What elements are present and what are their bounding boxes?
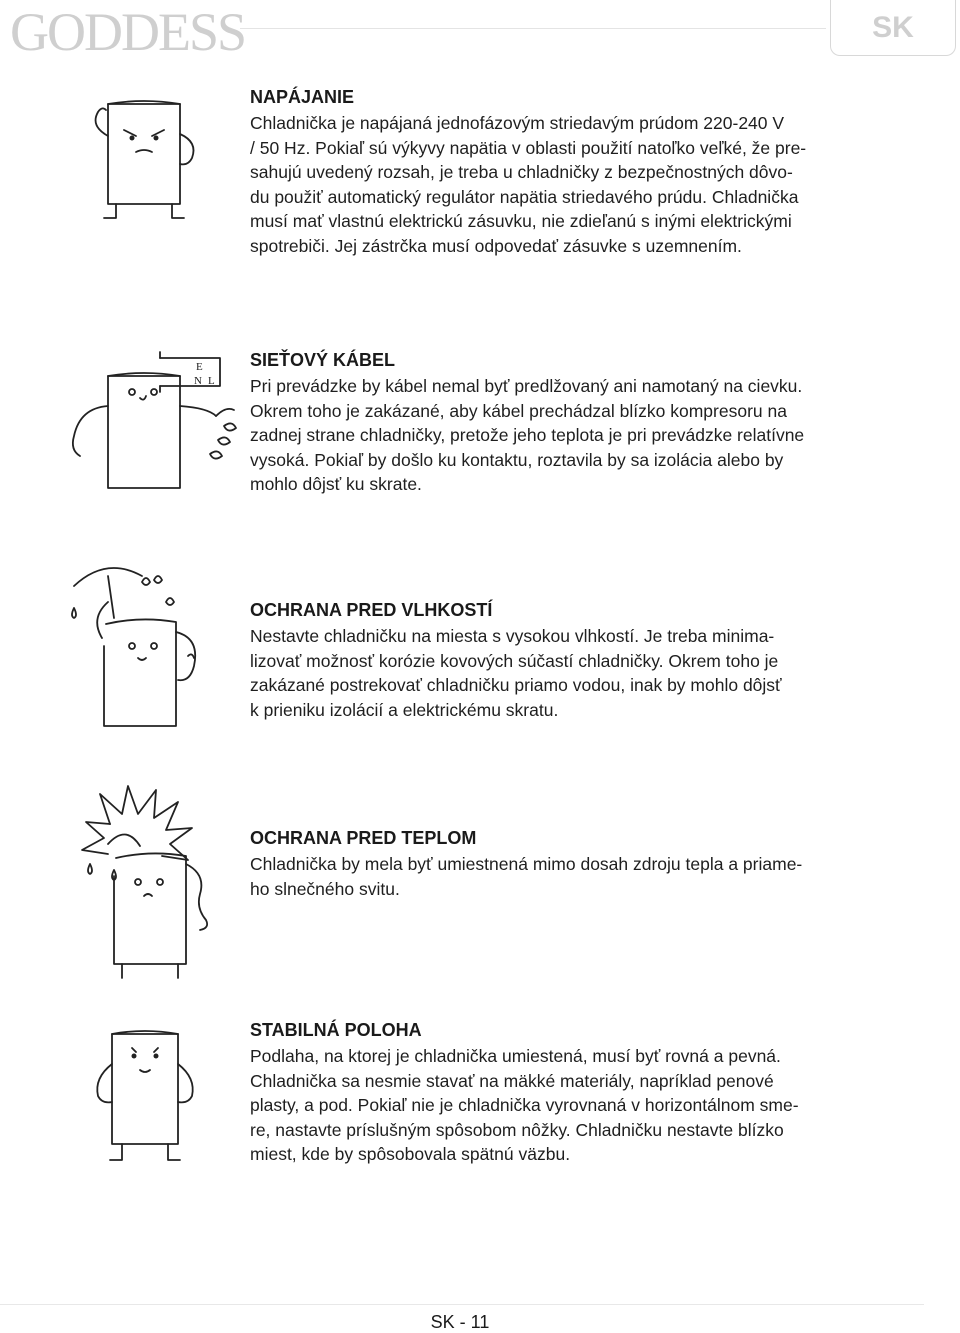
section-body: Nestavte chladničku na miesta s vysokou vlhkostí. Je treba minima- lizovať možnosť korózie kovových súčastí chladničky. Okrem toho je zakázané postrekovať chladničku priamo vodou, inak by mohlo dôjsť k prieniku izolácií a elektrickému skratu. — [250, 626, 782, 720]
section-title: OCHRANA PRED TEPLOM — [250, 828, 477, 848]
language-badge: SK — [830, 0, 956, 56]
section-body: Chladnička by mela byť umiestnená mimo dosah zdroju tepla a priame- ho slnečného svitu. — [250, 854, 803, 899]
section-title: SIEŤOVÝ KÁBEL — [250, 350, 396, 370]
logo-text: GODDESS — [10, 2, 246, 58]
fridge-power-cable-icon — [60, 346, 260, 496]
socket-label-n: N — [194, 375, 202, 387]
page-number: SK - 11 — [430, 1312, 490, 1332]
section-body: Pri prevádzke by kábel nemal byť predlžovaný ani namotaný na cievku. Okrem toho je zakázané, aby kábel prechádzal blízko kompresoru na zadnej strane chladničky, pretože jeho teplota je pri prevádzke relatívne vysoká. Pokiaľ by došlo ku kontaktu, roztavila by sa izolácia alebo by mohlo dôjsť ku skrate. — [250, 376, 805, 494]
section-title: OCHRANA PRED VLHKOSTÍ — [250, 600, 493, 620]
fridge-stable-feet-icon — [82, 1024, 212, 1174]
goddess-logo — [8, 2, 248, 58]
section-body: Chladnička je napájaná jednofázovým striedavým prúdom 220-240 V / 50 Hz. Pokiaľ sú výkyvy napätia v oblasti použití natoľko veľké, že pre- sahujú uvedený rozsah, je treba u chladničky z bezpečnostných dôvo- du použiť automatický regulátor napätia striedavého prúdu. Chladnička musí mať vlastnú elektrickú zásuvku, nie zdieľanú s inými elektrickými spotrebiči. Jej zástrčka musí odpovedať zásuvke s uzemnením. — [250, 113, 807, 256]
angry-fridge-icon — [80, 96, 210, 226]
section-body: Podlaha, na ktorej je chladnička umiestená, musí byť rovná a pevná. Chladnička sa nesmie stavať na mäkké materiály, napríklad penové plasty, a pod. Pokiaľ nie je chladnička vyrovnaná v horizontálnom sme- re, nastavte príslušným spôsobom nôžky. Chladničku nestavte blízko miest, kde by spôsobovala spätnú väzbu. — [250, 1046, 799, 1164]
section-title: STABILNÁ POLOHA — [250, 1020, 422, 1040]
fridge-umbrella-rain-icon — [62, 562, 252, 742]
socket-label-l: L — [208, 375, 215, 387]
header-divider — [240, 28, 826, 29]
footer-divider — [0, 1304, 924, 1305]
section-title: NAPÁJANIE — [250, 87, 355, 107]
fridge-heat-sun-icon — [70, 784, 260, 984]
socket-label-e: E — [196, 361, 203, 373]
